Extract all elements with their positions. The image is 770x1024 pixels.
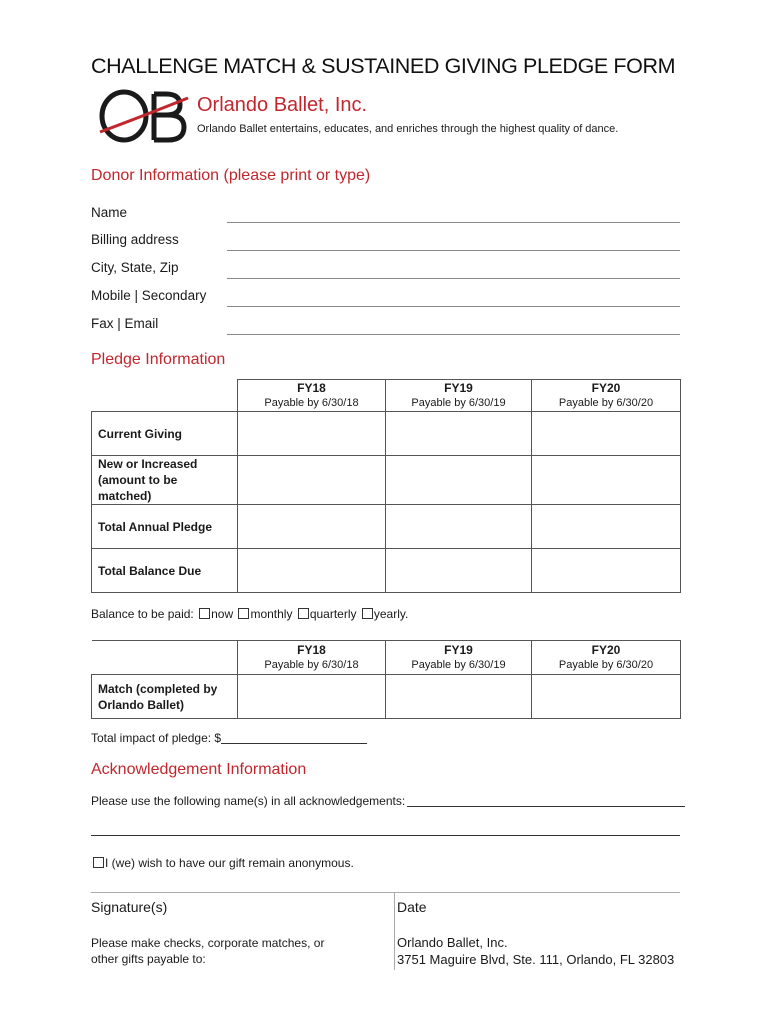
option-label: quarterly — [309, 607, 357, 621]
fy-label: FY18 — [297, 642, 326, 657]
donor-section-heading: Donor Information (please print or type) — [91, 167, 371, 184]
row-label-match: Match (completed by Orlando Ballet) — [92, 675, 238, 719]
row-label-total-annual-pledge: Total Annual Pledge — [92, 505, 238, 549]
current-giving-fy19-input[interactable] — [386, 412, 532, 456]
anonymous-label: I (we) wish to have our gift remain anonymous. — [105, 856, 354, 870]
row-label-new-or-increased: New or Increased (amount to be matched) — [92, 456, 238, 505]
match-fy18-input[interactable] — [238, 675, 386, 719]
column-header-fy20 — [532, 641, 681, 675]
now-checkbox[interactable] — [199, 608, 210, 619]
column-header-fy18 — [238, 380, 386, 412]
new-increased-fy18-input[interactable] — [238, 456, 386, 505]
payable-date: Payable by 6/30/19 — [411, 658, 506, 671]
quarterly-checkbox[interactable] — [298, 608, 309, 619]
total-annual-fy18-input[interactable] — [238, 505, 386, 549]
balance-due-fy19-input[interactable] — [386, 549, 532, 593]
pledge-section-heading: Pledge Information — [91, 351, 226, 368]
row-label-current-giving: Current Giving — [92, 412, 238, 456]
payable-date: Payable by 6/30/19 — [411, 396, 506, 409]
acknowledgement-section-heading: Acknowledgement Information — [91, 761, 307, 778]
city-state-zip-input[interactable] — [227, 278, 680, 279]
fax-email-input[interactable] — [227, 334, 680, 335]
organization-mission: Orlando Ballet entertains, educates, and enriches through the highest quality of dance. — [197, 123, 619, 135]
field-label-billing-address: Billing address — [91, 232, 179, 247]
total-impact — [91, 731, 367, 745]
column-header-fy19 — [386, 380, 532, 412]
anonymous-option — [91, 856, 354, 870]
monthly-checkbox[interactable] — [238, 608, 249, 619]
row-label-total-balance-due: Total Balance Due — [92, 549, 238, 593]
yearly-checkbox[interactable] — [362, 608, 373, 619]
option-label: now — [211, 607, 234, 621]
mobile-secondary-input[interactable] — [227, 306, 680, 307]
total-annual-fy19-input[interactable] — [386, 505, 532, 549]
balance-payment-options — [91, 607, 408, 621]
acknowledgement-instruction — [91, 794, 685, 808]
payable-date: Payable by 6/30/20 — [558, 396, 654, 409]
field-label-name: Name — [91, 205, 128, 220]
payable-date: Payable by 6/30/18 — [264, 396, 359, 409]
fy-label: FY19 — [444, 642, 473, 657]
fy-label: FY18 — [297, 380, 326, 395]
fy-label: FY20 — [591, 380, 621, 395]
table-corner — [92, 380, 238, 412]
acknowledgement-instruction-text: Please use the following name(s) in all acknowledgements: — [91, 794, 406, 808]
divider — [394, 892, 395, 970]
signature-label: Signature(s) — [91, 899, 168, 915]
match-table — [91, 640, 681, 719]
payable-date: Payable by 6/30/20 — [558, 658, 654, 671]
total-impact-label: Total impact of pledge: $ — [91, 731, 222, 745]
field-label-mobile-secondary: Mobile | Secondary — [91, 288, 207, 303]
total-annual-fy20-input[interactable] — [532, 505, 681, 549]
option-label: yearly. — [373, 607, 409, 621]
column-header-fy20 — [532, 380, 681, 412]
date-label: Date — [397, 899, 427, 915]
current-giving-fy20-input[interactable] — [532, 412, 681, 456]
balance-prefix: Balance to be paid: — [91, 607, 194, 621]
balance-due-fy18-input[interactable] — [238, 549, 386, 593]
fy-label: FY20 — [591, 642, 621, 657]
acknowledgement-name-input-line2[interactable] — [91, 835, 680, 836]
option-label: monthly — [250, 607, 293, 621]
acknowledgement-name-input[interactable] — [407, 794, 685, 807]
field-label-fax-email: Fax | Email — [91, 316, 159, 331]
match-fy19-input[interactable] — [386, 675, 532, 719]
orlando-ballet-logo — [98, 88, 190, 144]
balance-due-fy20-input[interactable] — [532, 549, 681, 593]
column-header-fy19 — [386, 641, 532, 675]
form-title: CHALLENGE MATCH & SUSTAINED GIVING PLEDGE FORM — [91, 54, 676, 78]
field-label-city-state-zip: City, State, Zip — [91, 260, 179, 275]
organization-name: Orlando Ballet, Inc. — [197, 94, 368, 116]
payee-name: Orlando Ballet, Inc. — [397, 935, 508, 950]
new-increased-fy20-input[interactable] — [532, 456, 681, 505]
name-input[interactable] — [227, 222, 680, 223]
fy-label: FY19 — [444, 380, 473, 395]
pledge-table — [91, 379, 681, 593]
table-corner — [92, 641, 238, 675]
anonymous-checkbox[interactable] — [93, 857, 104, 868]
current-giving-fy18-input[interactable] — [238, 412, 386, 456]
payee-address: 3751 Maguire Blvd, Ste. 111, Orlando, FL 32803 — [397, 952, 675, 967]
payable-instruction: Please make checks, corporate matches, or other gifts payable to: — [91, 936, 325, 966]
payable-date: Payable by 6/30/18 — [264, 658, 359, 671]
divider — [91, 892, 680, 893]
new-increased-fy19-input[interactable] — [386, 456, 532, 505]
column-header-fy18 — [238, 641, 386, 675]
match-fy20-input[interactable] — [532, 675, 681, 719]
total-impact-input[interactable] — [221, 731, 367, 744]
billing-address-input[interactable] — [227, 250, 680, 251]
